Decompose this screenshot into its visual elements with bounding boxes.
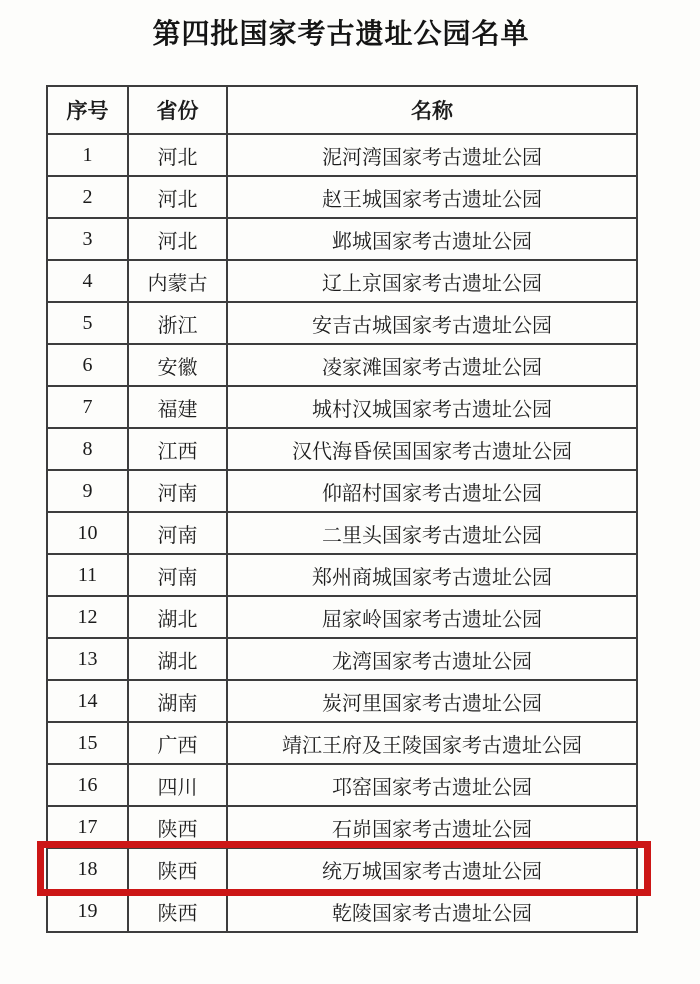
cell-name: 屈家岭国家考古遗址公园 <box>227 596 637 638</box>
parks-table <box>46 85 638 933</box>
cell-name: 龙湾国家考古遗址公园 <box>227 638 637 680</box>
cell-name: 城村汉城国家考古遗址公园 <box>227 386 637 428</box>
col-header-name: 名称 <box>227 86 637 134</box>
table-row <box>47 176 637 218</box>
table-row <box>47 722 637 764</box>
cell-province: 陕西 <box>128 890 227 932</box>
document-title: 第四批国家考古遗址公园名单 <box>152 18 530 49</box>
cell-seq: 2 <box>47 176 128 218</box>
cell-province: 湖南 <box>128 680 227 722</box>
cell-seq: 3 <box>47 218 128 260</box>
table-row <box>47 344 637 386</box>
cell-name: 乾陵国家考古遗址公园 <box>227 890 637 932</box>
table-row <box>47 890 637 932</box>
cell-province: 四川 <box>128 764 227 806</box>
table-row <box>47 638 637 680</box>
cell-name: 赵王城国家考古遗址公园 <box>227 176 637 218</box>
table-row <box>47 470 637 512</box>
cell-name: 邛窑国家考古遗址公园 <box>227 764 637 806</box>
cell-name: 炭河里国家考古遗址公园 <box>227 680 637 722</box>
cell-province: 江西 <box>128 428 227 470</box>
cell-seq: 17 <box>47 806 128 848</box>
cell-seq: 1 <box>47 134 128 176</box>
table-row <box>47 512 637 554</box>
table-row <box>47 386 637 428</box>
table-container <box>46 85 636 933</box>
cell-name: 汉代海昏侯国国家考古遗址公园 <box>227 428 637 470</box>
table-row-highlighted <box>47 848 637 890</box>
cell-name: 郑州商城国家考古遗址公园 <box>227 554 637 596</box>
cell-name: 统万城国家考古遗址公园 <box>227 848 637 890</box>
cell-name: 辽上京国家考古遗址公园 <box>227 260 637 302</box>
table-row <box>47 764 637 806</box>
cell-name: 凌家滩国家考古遗址公园 <box>227 344 637 386</box>
cell-seq: 4 <box>47 260 128 302</box>
cell-seq: 6 <box>47 344 128 386</box>
cell-province: 福建 <box>128 386 227 428</box>
cell-province: 河北 <box>128 176 227 218</box>
cell-seq: 14 <box>47 680 128 722</box>
col-header-seq: 序号 <box>47 86 128 134</box>
cell-province: 内蒙古 <box>128 260 227 302</box>
cell-name: 二里头国家考古遗址公园 <box>227 512 637 554</box>
cell-seq: 12 <box>47 596 128 638</box>
cell-seq: 11 <box>47 554 128 596</box>
cell-province: 广西 <box>128 722 227 764</box>
cell-province: 河南 <box>128 512 227 554</box>
table-row <box>47 260 637 302</box>
cell-province: 浙江 <box>128 302 227 344</box>
table-row <box>47 806 637 848</box>
cell-seq: 19 <box>47 890 128 932</box>
cell-province: 湖北 <box>128 638 227 680</box>
cell-province: 河南 <box>128 554 227 596</box>
cell-province: 河南 <box>128 470 227 512</box>
cell-province: 陕西 <box>128 806 227 848</box>
cell-name: 安吉古城国家考古遗址公园 <box>227 302 637 344</box>
table-row <box>47 134 637 176</box>
table-row <box>47 596 637 638</box>
table-row <box>47 428 637 470</box>
cell-province: 安徽 <box>128 344 227 386</box>
cell-province: 湖北 <box>128 596 227 638</box>
header-row <box>47 86 637 134</box>
cell-name: 邺城国家考古遗址公园 <box>227 218 637 260</box>
table-row <box>47 302 637 344</box>
table-row <box>47 218 637 260</box>
cell-seq: 8 <box>47 428 128 470</box>
cell-province: 陕西 <box>128 848 227 890</box>
cell-seq: 13 <box>47 638 128 680</box>
cell-seq: 10 <box>47 512 128 554</box>
cell-seq: 7 <box>47 386 128 428</box>
cell-province: 河北 <box>128 218 227 260</box>
cell-province: 河北 <box>128 134 227 176</box>
cell-seq: 18 <box>47 848 128 890</box>
cell-name: 泥河湾国家考古遗址公园 <box>227 134 637 176</box>
cell-name: 仰韶村国家考古遗址公园 <box>227 470 637 512</box>
cell-seq: 15 <box>47 722 128 764</box>
cell-name: 靖江王府及王陵国家考古遗址公园 <box>227 722 637 764</box>
cell-seq: 9 <box>47 470 128 512</box>
cell-seq: 16 <box>47 764 128 806</box>
col-header-province: 省份 <box>128 86 227 134</box>
cell-name: 石峁国家考古遗址公园 <box>227 806 637 848</box>
cell-seq: 5 <box>47 302 128 344</box>
table-row <box>47 554 637 596</box>
table-row <box>47 680 637 722</box>
